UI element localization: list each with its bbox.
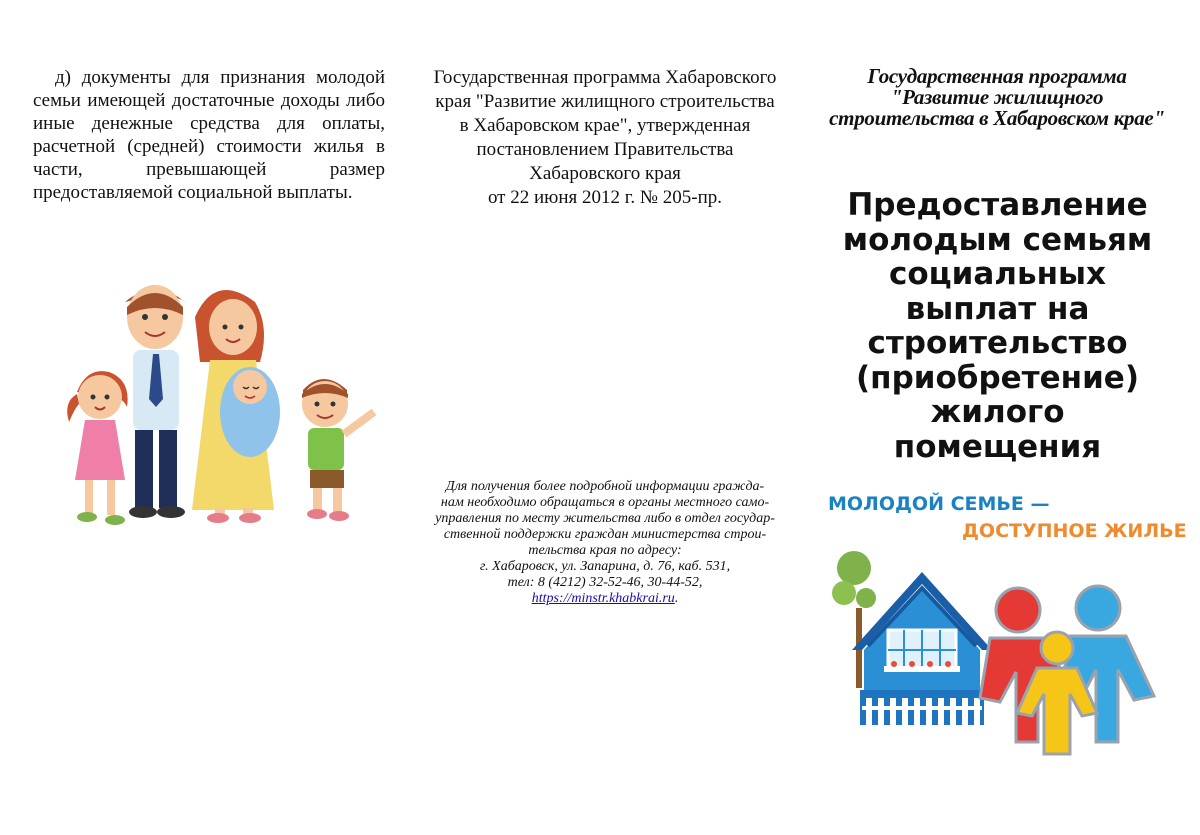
title-line: Предоставление: [847, 187, 1148, 223]
main-title: [810, 188, 1185, 464]
brochure-header: [808, 66, 1186, 129]
father-figure: [125, 285, 185, 518]
contact-line: управления по месту жительства либо в отдел государ-: [435, 511, 775, 526]
header-line: строительства в Хабаровском крае": [829, 106, 1165, 130]
contact-line: Для получения более подробной информации гражда-: [445, 479, 765, 494]
program-line: от 22 июня 2012 г. № 205-пр.: [487, 187, 723, 208]
title-line: (приобретение): [856, 359, 1139, 396]
title-line: помещения: [893, 428, 1102, 465]
program-line: Государственная программа Хабаровского: [433, 67, 777, 88]
program-line: в Хабаровском крае", утвержденная: [459, 115, 751, 136]
website-link[interactable]: https://minstr.khabkrai.ru: [531, 591, 675, 606]
family-illustration: [55, 272, 390, 534]
contact-block: [415, 479, 795, 607]
baby-figure: [220, 367, 280, 457]
program-line: постановлением Правительства: [476, 139, 734, 160]
contact-link-line: [415, 591, 795, 607]
boy-figure: [302, 379, 374, 521]
title-line: строительство: [867, 325, 1128, 361]
program-line: края "Развитие жилищного строительства: [435, 91, 775, 112]
girl-figure: [67, 371, 127, 525]
title-line: выплат на: [905, 290, 1090, 327]
header-line: "Развитие жилищного: [890, 85, 1104, 109]
program-info: [410, 66, 800, 210]
contact-line: тел: 8 (4212) 32-52-46, 30-44-52,: [507, 575, 703, 590]
title-line: молодым семьям: [842, 221, 1153, 258]
logo-illustration: [830, 538, 1160, 770]
link-suffix: .: [674, 591, 679, 606]
title-line: социальных: [888, 256, 1107, 292]
contact-line: ственной поддержки граждан министерства строи-: [443, 527, 767, 542]
slogan-line-1: МОЛОДОЙ СЕМЬЕ —: [828, 493, 1050, 515]
contact-line: нам необходимо обращаться в органы местного само-: [440, 495, 770, 510]
program-line: Хабаровского края: [529, 163, 681, 184]
contact-line: г. Хабаровск, ул. Запарина, д. 76, каб. 531,: [479, 559, 731, 574]
title-line: жилого: [930, 394, 1065, 430]
people-figures-icon: [980, 586, 1154, 754]
contact-line: тельства края по адресу:: [528, 543, 682, 558]
header-line: Государственная программа: [867, 64, 1127, 88]
documents-paragraph: д) документы для признания молодой семьи имеющей достаточные доходы либо иные денежные средства для оплаты, расчетной (средней) стоимости жилья в части, превышающей размер предоставляемой социальной выплаты.: [33, 67, 385, 203]
slogan-line-2: ДОСТУПНОЕ ЖИЛЬЕ: [962, 520, 1187, 542]
